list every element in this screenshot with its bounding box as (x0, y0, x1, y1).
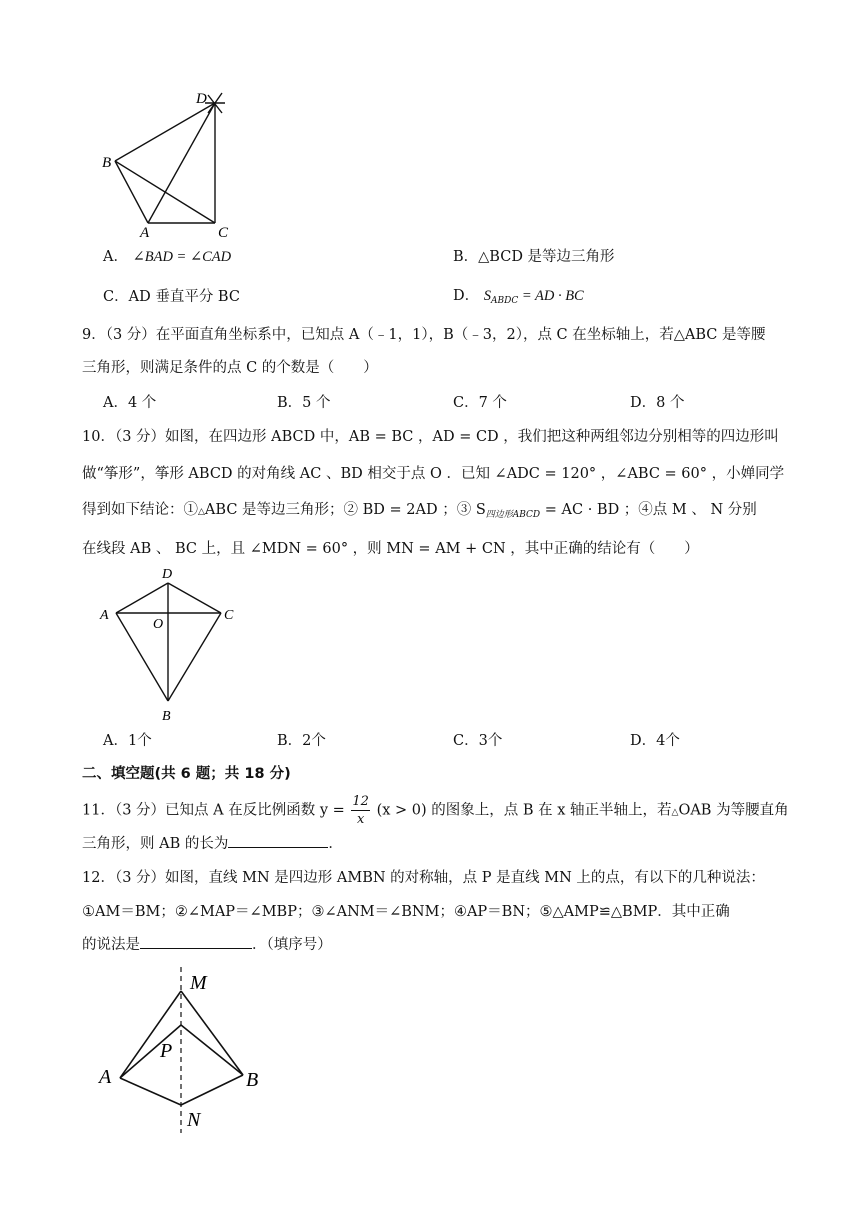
section-2-title: 二、填空题(共 6 题；共 18 分) (82, 766, 291, 782)
q11-line-2b: ． (328, 836, 343, 852)
q12-answer-blank[interactable] (140, 934, 252, 949)
q10-option-a: A．1个 (103, 733, 152, 749)
q8-option-d (453, 286, 584, 311)
q8-seg-AD (148, 103, 215, 223)
q9-line-1: 9．（3 分）在平面直角坐标系中，已知点 A（﹣1，1），B（﹣3，2），点 C 在坐标轴上，若△ABC 是等腰 (82, 327, 766, 343)
q10-line-4: 在线段 AB 、 BC 上，且 ∠MDN = 60° ，则 MN = AM + CN ，其中正确的结论有（ ） (82, 541, 699, 557)
q12-figure (95, 965, 275, 1135)
q10-line-3a: 得到如下结论：① (82, 502, 198, 518)
q10-line-3c: = AC · BD ；④点 M 、 N 分别 (540, 502, 757, 518)
q10-label-A: A (100, 608, 109, 623)
q9-option-d: D．8 个 (630, 395, 685, 411)
q12-seg-AN (120, 1078, 181, 1105)
q12-line-3a: 的说法是 (82, 937, 140, 953)
q8-option-c-key: C． (103, 289, 129, 305)
q12-seg-AM (120, 991, 181, 1078)
q11-answer-blank[interactable] (228, 833, 328, 848)
q8-option-c (103, 287, 240, 307)
q10-line-3-sub: 四边形ABCD (485, 510, 541, 520)
q10-option-b: B．2个 (277, 733, 326, 749)
q11-line-1b: (x > 0) 的图象上，点 B 在 x 轴正半轴上，若 (376, 802, 672, 819)
q12-label-B: B (246, 1069, 259, 1091)
q8-option-a-text: ∠BAD = ∠CAD (132, 249, 232, 265)
q8-option-b-text: △BCD 是等边三角形 (478, 249, 615, 265)
q11-line-1 (82, 793, 789, 833)
q12-line-3 (82, 934, 332, 955)
q12-label-M: M (190, 972, 207, 994)
q8-option-d-s: S (483, 288, 491, 304)
q12-label-N: N (187, 1109, 201, 1131)
q9-line-2: 三角形，则满足条件的点 C 的个数是（ ） (82, 360, 378, 376)
q11-fraction-numerator: 12 (352, 794, 369, 809)
q8-label-B: B (102, 155, 112, 171)
q10-line-3b: ABC 是等边三角形；② BD = 2AD ；③ S (204, 502, 486, 518)
small-triangle-icon: △ (198, 507, 205, 517)
q11-line-2a: 三角形，则 AB 的长为 (82, 836, 229, 852)
q10-label-C: C (224, 608, 234, 623)
q8-label-C: C (218, 225, 229, 240)
q9-option-c: C．7 个 (453, 395, 507, 411)
q12-line-2: ①AM＝BM；②∠MAP＝∠MBP；③∠ANM＝∠BNM；④AP＝BN；⑤△AMP≌△BMP．其中正确 (82, 904, 730, 920)
q10-option-c: C．3个 (453, 733, 503, 749)
q10-label-B: B (162, 709, 171, 724)
q10-seg-CB (168, 613, 221, 701)
q8-figure (95, 85, 245, 240)
q8-option-a (103, 247, 231, 267)
q10-figure (95, 565, 245, 725)
q10-line-3 (82, 500, 757, 525)
q10-label-D: D (162, 567, 173, 582)
q11-line-1c: OAB 为等腰直角 (678, 802, 789, 819)
q12-label-P: P (160, 1040, 173, 1062)
q9-option-a: A．4 个 (103, 395, 157, 411)
q10-option-d: D．4个 (630, 733, 680, 749)
q8-option-b-key: B． (453, 249, 479, 265)
q8-label-A: A (140, 225, 150, 240)
q10-seg-AD (116, 583, 168, 613)
q8-option-b (453, 247, 615, 267)
q10-label-O: O (153, 617, 164, 632)
q10-line-1: 10．（3 分）如图，在四边形 ABCD 中，AB = BC ，AD = CD ，我们把这种两组邻边分别相等的四边形叫 (82, 429, 779, 445)
q11-line-1a: 11．（3 分）已知点 A 在反比例函数 y = (82, 802, 345, 819)
q11-line-2 (82, 833, 343, 854)
q12-line-3b: ．（填序号） (252, 937, 332, 953)
q11-fraction-denominator: x (357, 812, 365, 827)
q11-fraction (351, 793, 370, 828)
q8-option-d-sub: ABDC (491, 296, 519, 306)
q12-seg-NB (181, 1075, 243, 1105)
q12-label-A: A (99, 1066, 112, 1088)
q8-option-c-text: AD 垂直平分 BC (128, 289, 240, 305)
q8-option-d-key: D． (453, 288, 480, 304)
q8-label-D: D (196, 91, 207, 107)
q9-option-b: B．5 个 (277, 395, 331, 411)
q8-option-a-key: A． (103, 249, 128, 265)
q8-seg-BD (115, 103, 215, 161)
q8-seg-BA (115, 161, 148, 223)
q10-seg-DC (168, 583, 221, 613)
q12-line-1: 12．（3 分）如图，直线 MN 是四边形 AMBN 的对称轴，点 P 是直线 MN 上的点，有以下的几种说法： (82, 870, 765, 886)
small-triangle-icon: △ (671, 807, 679, 818)
q10-line-2: 做“筝形”，筝形 ABCD 的对角线 AC 、BD 相交于点 O ．已知 ∠ADC = 120° ，∠ABC = 60° ，小婵同学 (82, 466, 785, 482)
q8-option-d-text: = AD · BC (518, 288, 584, 304)
